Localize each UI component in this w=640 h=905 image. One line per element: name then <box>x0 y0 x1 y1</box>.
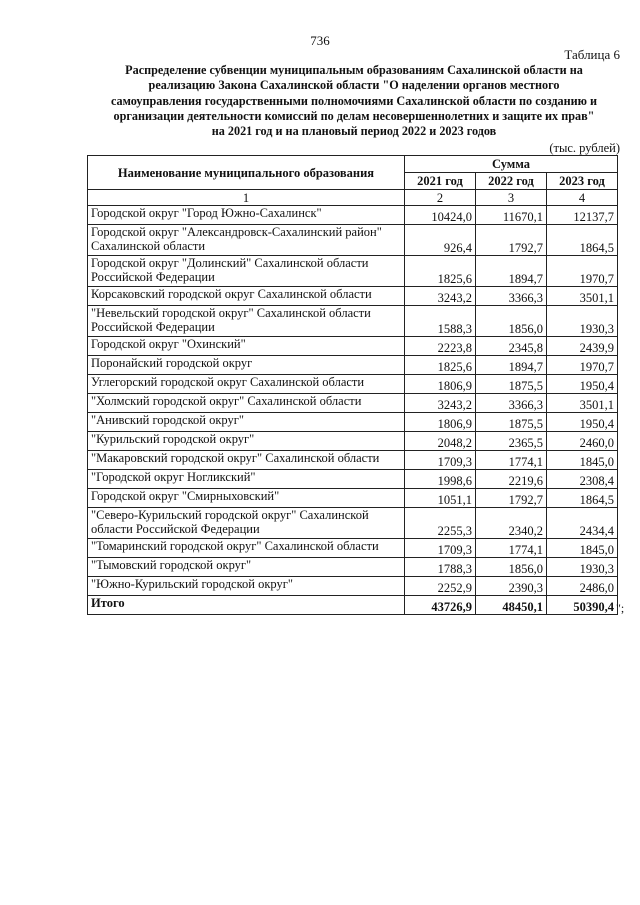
col-number: 2 <box>405 190 476 206</box>
value-2022: 2340,2 <box>476 508 547 539</box>
table-row <box>88 206 618 225</box>
value-2021: 3243,2 <box>405 394 476 413</box>
value-2023: 1845,0 <box>547 451 618 470</box>
title-line: реализацию Закона Сахалинской области "О наделении органов местного <box>148 78 560 93</box>
value-2023: 1950,4 <box>547 413 618 432</box>
municipality-name: Городской округ "Долинский" Сахалинской области Российской Федерации <box>88 256 405 287</box>
col-number: 3 <box>476 190 547 206</box>
municipality-name: Городской округ "Город Южно-Сахалинск" <box>88 206 405 225</box>
closing-quote-mark: "; <box>616 601 625 615</box>
value-2023: 1970,7 <box>547 356 618 375</box>
value-2021: 1806,9 <box>405 375 476 394</box>
table-row <box>88 577 618 596</box>
municipality-name: Углегорский городской округ Сахалинской области <box>88 375 405 394</box>
value-2021: 1998,6 <box>405 470 476 489</box>
total-row <box>88 596 618 615</box>
value-2022: 1894,7 <box>476 256 547 287</box>
value-2021: 1825,6 <box>405 256 476 287</box>
value-2023: 1864,5 <box>547 225 618 256</box>
col-number: 1 <box>88 190 405 206</box>
value-2023: 2460,0 <box>547 432 618 451</box>
value-2023: 2434,4 <box>547 508 618 539</box>
value-2023: 2486,0 <box>547 577 618 596</box>
value-2022: 1856,0 <box>476 558 547 577</box>
value-2023: 1930,3 <box>547 306 618 337</box>
municipality-name: Городской округ "Александровск-Сахалинский район" Сахалинской области <box>88 225 405 256</box>
value-2022: 1875,5 <box>476 413 547 432</box>
municipality-name: Городской округ "Охинский" <box>88 337 405 356</box>
title-line: самоуправления государственными полномочиями Сахалинской области по созданию и <box>110 93 598 108</box>
table-row <box>88 394 618 413</box>
value-2023: 1950,4 <box>547 375 618 394</box>
value-2022: 2365,5 <box>476 432 547 451</box>
value-2021: 1806,9 <box>405 413 476 432</box>
total-2023: 50390,4 <box>547 596 618 615</box>
value-2022: 1792,7 <box>476 489 547 508</box>
title-line: организации деятельности комиссий по делам несовершеннолетних и защите их прав" <box>113 108 595 123</box>
table-row <box>88 432 618 451</box>
value-2022: 11670,1 <box>476 206 547 225</box>
value-2023: 2439,9 <box>547 337 618 356</box>
table-row <box>88 225 618 256</box>
table-row <box>88 508 618 539</box>
value-2022: 1774,1 <box>476 451 547 470</box>
value-2022: 1875,5 <box>476 375 547 394</box>
value-2022: 2390,3 <box>476 577 547 596</box>
total-label: Итого <box>88 596 405 615</box>
value-2023: 1845,0 <box>547 539 618 558</box>
header-name: Наименование муниципального образования <box>88 156 405 190</box>
total-2022: 48450,1 <box>476 596 547 615</box>
subvention-table <box>87 155 618 615</box>
value-2023: 3501,1 <box>547 287 618 306</box>
value-2023: 2308,4 <box>547 470 618 489</box>
table-row <box>88 489 618 508</box>
value-2022: 1894,7 <box>476 356 547 375</box>
value-2021: 10424,0 <box>405 206 476 225</box>
municipality-name: Городской округ "Смирныховский" <box>88 489 405 508</box>
value-2022: 1792,7 <box>476 225 547 256</box>
value-2021: 2223,8 <box>405 337 476 356</box>
table-row <box>88 306 618 337</box>
table-row <box>88 256 618 287</box>
table-title <box>86 63 622 139</box>
value-2021: 2255,3 <box>405 508 476 539</box>
value-2021: 1709,3 <box>405 451 476 470</box>
municipality-name: "Южно-Курильский городской округ" <box>88 577 405 596</box>
table-row <box>88 337 618 356</box>
value-2022: 3366,3 <box>476 394 547 413</box>
value-2022: 3366,3 <box>476 287 547 306</box>
table-row <box>88 470 618 489</box>
municipality-name: "Холмский городской округ" Сахалинской области <box>88 394 405 413</box>
value-2021: 1788,3 <box>405 558 476 577</box>
value-2021: 1588,3 <box>405 306 476 337</box>
table-label: Таблица 6 <box>564 47 620 62</box>
value-2021: 3243,2 <box>405 287 476 306</box>
value-2022: 1774,1 <box>476 539 547 558</box>
value-2023: 1864,5 <box>547 489 618 508</box>
value-2021: 1825,6 <box>405 356 476 375</box>
title-line: на 2021 год и на плановый период 2022 и 2023 годов <box>211 124 497 139</box>
municipality-name: "Курильский городской округ" <box>88 432 405 451</box>
table-row <box>88 539 618 558</box>
municipality-name: Поронайский городской округ <box>88 356 405 375</box>
value-2022: 1856,0 <box>476 306 547 337</box>
units-note: (тыс. рублей) <box>549 141 620 155</box>
municipality-name: "Тымовский городской округ" <box>88 558 405 577</box>
table-row <box>88 413 618 432</box>
municipality-name: "Невельский городской округ" Сахалинской области Российской Федерации <box>88 306 405 337</box>
value-2021: 2252,9 <box>405 577 476 596</box>
col-number: 4 <box>547 190 618 206</box>
value-2023: 1930,3 <box>547 558 618 577</box>
table-row <box>88 375 618 394</box>
value-2021: 1051,1 <box>405 489 476 508</box>
header-sum: Сумма <box>405 156 618 173</box>
value-2023: 12137,7 <box>547 206 618 225</box>
value-2023: 1970,7 <box>547 256 618 287</box>
value-2022: 2219,6 <box>476 470 547 489</box>
value-2022: 2345,8 <box>476 337 547 356</box>
municipality-name: "Анивский городской округ" <box>88 413 405 432</box>
total-2021: 43726,9 <box>405 596 476 615</box>
table-row <box>88 558 618 577</box>
table-row <box>88 451 618 470</box>
header-year-2021: 2021 год <box>405 173 476 190</box>
municipality-name: "Томаринский городской округ" Сахалинской области <box>88 539 405 558</box>
value-2021: 926,4 <box>405 225 476 256</box>
header-year-2023: 2023 год <box>547 173 618 190</box>
title-line: Распределение субвенции муниципальным образованиям Сахалинской области на <box>125 63 583 77</box>
value-2021: 2048,2 <box>405 432 476 451</box>
header-year-2022: 2022 год <box>476 173 547 190</box>
municipality-name: Корсаковский городской округ Сахалинской области <box>88 287 405 306</box>
value-2021: 1709,3 <box>405 539 476 558</box>
page-number: 736 <box>310 33 330 48</box>
municipality-name: "Городской округ Ногликский" <box>88 470 405 489</box>
value-2023: 3501,1 <box>547 394 618 413</box>
table-row <box>88 287 618 306</box>
table-row <box>88 356 618 375</box>
municipality-name: "Макаровский городской округ" Сахалинской области <box>88 451 405 470</box>
municipality-name: "Северо-Курильский городской округ" Сахалинской области Российской Федерации <box>88 508 405 539</box>
